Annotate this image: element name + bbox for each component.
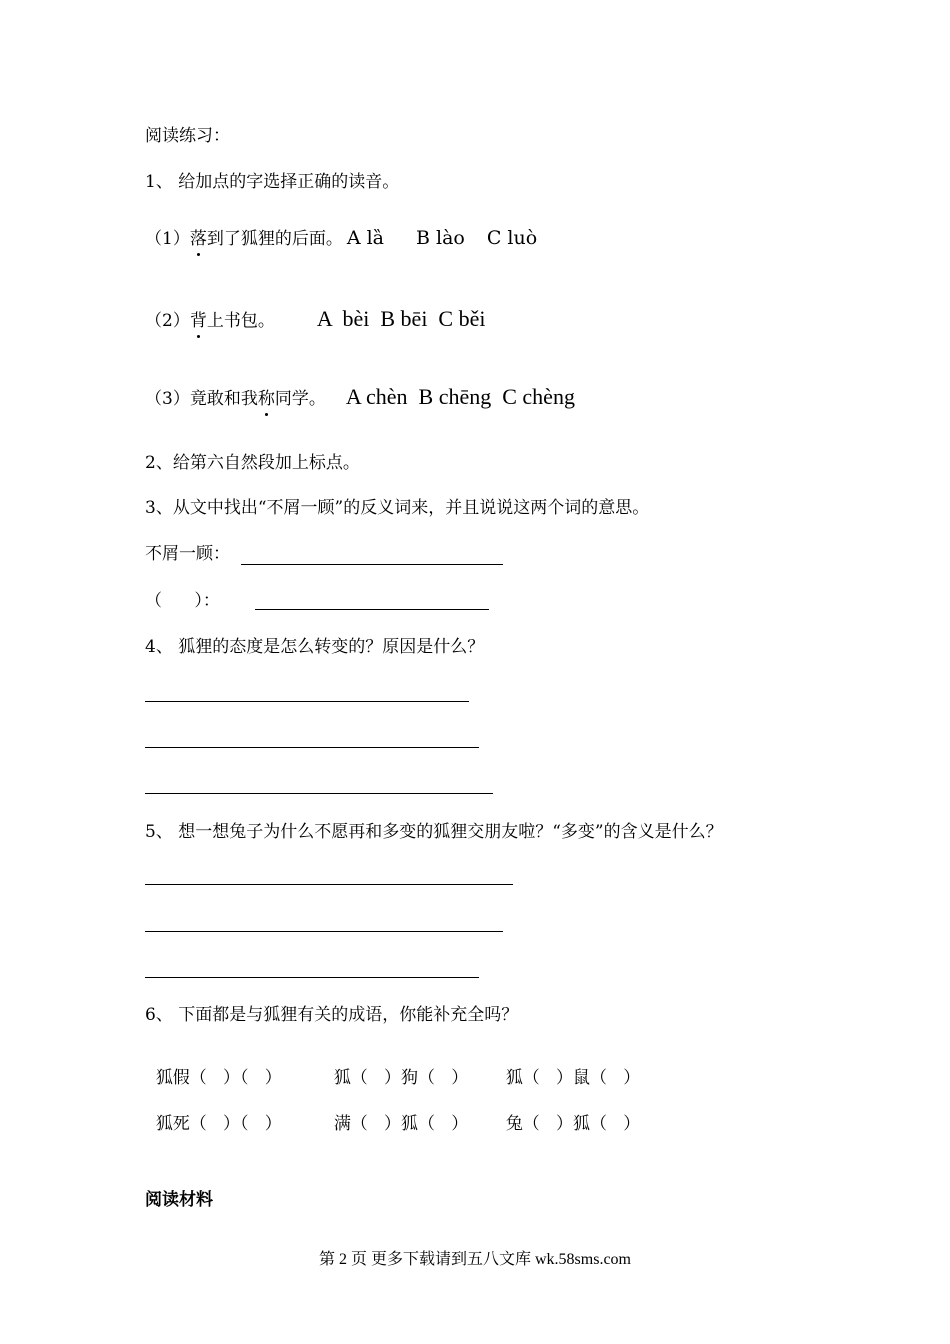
idiom-blank-5[interactable]: 满（ ）狐（ ） [333,1114,469,1134]
idiom-blank-1[interactable]: 狐假（ ）（ ） [155,1068,282,1088]
idiom-row-2 [145,1099,640,1133]
antonym-label-1: 不屑一顾： [145,544,230,564]
option-b: B lào [416,227,465,249]
idiom-row-1 [145,1053,640,1087]
question-6-prompt: 6、 下面都是与狐狸有关的成语，你能补充全吗？ [145,1005,519,1025]
answer-line[interactable] [145,884,513,885]
answer-line[interactable] [145,977,479,978]
item-text: 同学。 [274,389,326,409]
question-1-prompt: 1、 给加点的字选择正确的读音。 [145,172,400,192]
question-4-prompt: 4、 狐狸的态度是怎么转变的？原因是什么？ [145,637,485,657]
answer-line[interactable] [145,793,493,794]
question-3-prompt: 3、从文中找出“不屑一顾”的反义词来，并且说说这两个词的意思。 [145,498,650,518]
pinyin-options: A chèn B chēng C chèng [345,384,575,409]
answer-blank[interactable] [241,564,503,565]
item-text: 到了狐狸的后面。 [206,229,343,249]
page-footer: 第 2 页 更多下载请到五八文库 wk.58sms.com [318,1251,631,1268]
option-c: C luò [486,227,538,249]
question-1-item-2 [145,308,485,330]
question-1-item-1 [145,229,537,248]
question-5-prompt: 5、 想一想兔子为什么不愿再和多变的狐狸交朋友啦？“多变”的含义是什么？ [145,822,723,842]
antonym-label-2: （ ）： [145,591,220,611]
answer-blank[interactable] [255,609,489,610]
item-number: （2） [145,311,190,331]
answer-line[interactable] [145,701,469,702]
idiom-blank-4[interactable]: 狐死（ ）（ ） [155,1114,282,1134]
idiom-blank-6[interactable]: 兔（ ）狐（ ） [505,1114,641,1134]
exercise-title: 阅读练习： [145,126,230,146]
option-a: A lȁ [346,227,384,249]
item-number: （1） [145,229,190,249]
idiom-blank-2[interactable]: 狐（ ）狗（ ） [333,1068,469,1088]
question-2-prompt: 2、给第六自然段加上标点。 [145,453,360,473]
dotted-char: 背 [189,311,207,331]
item-text: 上书包。 [206,311,275,331]
dotted-char: 落 [189,229,207,249]
section-heading: 阅读材料 [145,1190,213,1210]
dotted-char: 称 [257,389,275,409]
question-1-item-3 [145,386,575,408]
answer-line[interactable] [145,747,479,748]
pinyin-options: A bèi B bēi C běi [316,306,486,331]
idiom-blank-3[interactable]: 狐（ ）鼠（ ） [505,1068,641,1088]
answer-line[interactable] [145,931,503,932]
item-number: （3）竟敢和我 [145,389,258,409]
